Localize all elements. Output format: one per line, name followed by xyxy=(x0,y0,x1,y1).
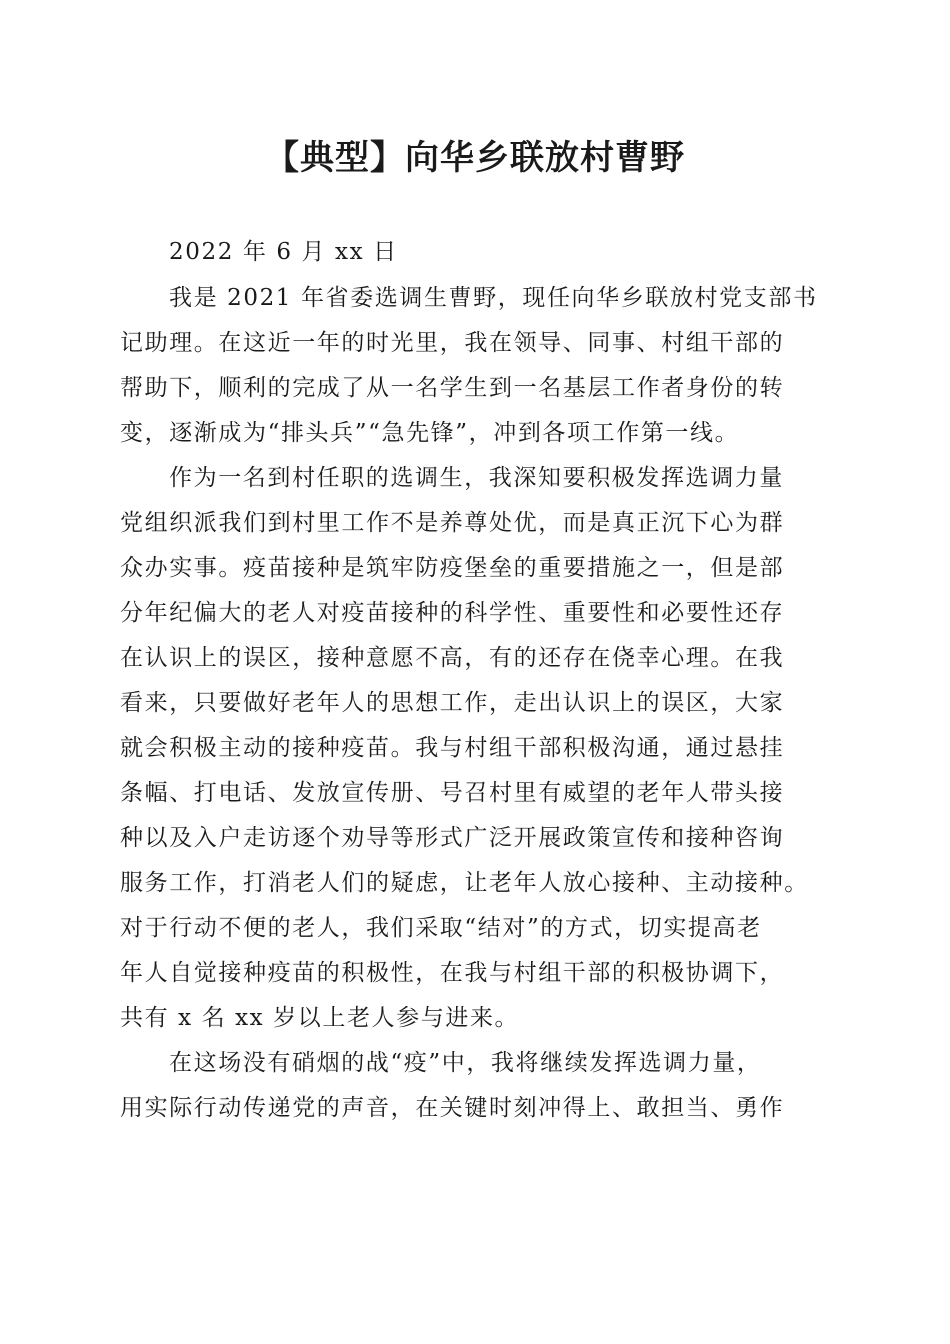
document-title: 【典型】向华乡联放村曹野 xyxy=(265,138,685,178)
paragraph-line: 对于行动不便的老人，我们采取“结对”的方式，切实提高老 xyxy=(120,915,762,941)
paragraph-line: 在这场没有硝烟的战“疫”中，我将继续发挥选调力量， xyxy=(169,1050,762,1076)
paragraph-line: 用实际行动传递党的声音，在关键时刻冲得上、敢担当、勇作 xyxy=(120,1095,785,1121)
paragraph-line: 年人自觉接种疫苗的积极性，在我与村组干部的积极协调下， xyxy=(120,960,785,986)
paragraph-line: 在认识上的误区，接种意愿不高，有的还存在侥幸心理。在我 xyxy=(120,645,785,671)
paragraph-line: 变，逐渐成为“排头兵”“急先锋”，冲到各项工作第一线。 xyxy=(120,420,740,446)
paragraph-line: 种以及入户走访逐个劝导等形式广泛开展政策宣传和接种咨询 xyxy=(120,825,785,851)
paragraph-line: 看来，只要做好老年人的思想工作，走出认识上的误区，大家 xyxy=(120,690,785,716)
paragraph-line: 共有 x 名 xx 岁以上老人参与进来。 xyxy=(120,1005,520,1031)
document-date: 2022 年 6 月 xx 日 xyxy=(169,239,398,265)
paragraph-line: 分年纪偏大的老人对疫苗接种的科学性、重要性和必要性还存 xyxy=(120,600,785,626)
paragraph-line: 众办实事。疫苗接种是筑牢防疫堡垒的重要措施之一，但是部 xyxy=(120,555,785,581)
paragraph-line: 作为一名到村任职的选调生，我深知要积极发挥选调力量 xyxy=(169,465,784,491)
paragraph-line: 服务工作，打消老人们的疑虑，让老年人放心接种、主动接种。 xyxy=(120,870,809,896)
paragraph-line: 就会积极主动的接种疫苗。我与村组干部积极沟通，通过悬挂 xyxy=(120,735,785,761)
paragraph-line: 党组织派我们到村里工作不是养尊处优，而是真正沉下心为群 xyxy=(120,510,785,536)
paragraph-line: 我是 2021 年省委选调生曹野，现任向华乡联放村党支部书 xyxy=(169,285,818,311)
paragraph-line: 记助理。在这近一年的时光里，我在领导、同事、村组干部的 xyxy=(120,330,785,356)
paragraph-line: 帮助下，顺利的完成了从一名学生到一名基层工作者身份的转 xyxy=(120,375,785,401)
paragraph-line: 条幅、打电话、发放宣传册、号召村里有威望的老年人带头接 xyxy=(120,780,785,806)
